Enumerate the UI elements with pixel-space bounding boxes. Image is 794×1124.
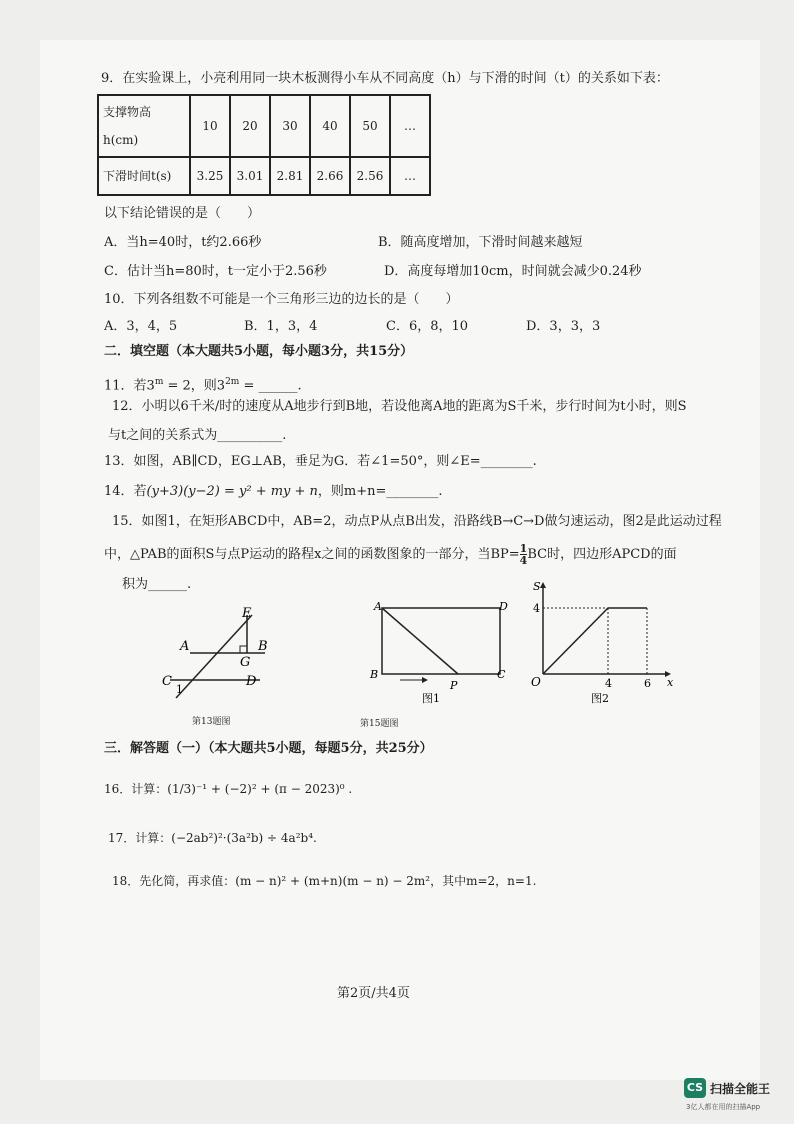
cell-h: 50: [350, 95, 390, 157]
cell-t: 3.25: [190, 157, 230, 195]
q15-line1: 15．如图1，在矩形ABCD中，AB=2，动点P从点B出发，沿路线B→C→D做匀速运动，图2是此运动过程: [112, 514, 722, 529]
label-b: B: [258, 639, 268, 654]
row-header-height: 支撑物高 h(cm): [98, 95, 190, 157]
label-c: C: [162, 674, 172, 689]
graph-rise: [543, 608, 608, 674]
cell-t: 3.01: [230, 157, 270, 195]
q11: 11．若$3^m = 2$，则$3^{2m}$ = ______.: [104, 377, 302, 394]
label-angle-1: 1: [176, 683, 183, 696]
q10-option-d: D．3，3，3: [526, 319, 601, 334]
cell-h: 20: [230, 95, 270, 157]
cell-t: 2.66: [310, 157, 350, 195]
motion-arrow-head: [422, 677, 428, 683]
q15-line2: 中，△PAB的面积S与点P运动的路程x之间的函数图象的一部分，当BP= $\frac{1}{4}$ BC时，四边形APCD的面: [104, 542, 677, 567]
brand-tagline: 3亿人都在用的扫描App: [686, 1103, 761, 1111]
y-label: S: [533, 580, 541, 593]
label-a: A: [180, 639, 190, 654]
section-3-heading: 三．解答题（一）（本大题共5小题，每题5分，共25分）: [104, 741, 433, 756]
q9-option-c: C．估计当h=80时，t一定小于2.56秒: [104, 264, 327, 279]
label-b: B: [370, 668, 379, 681]
label-c: C: [497, 668, 506, 681]
cell-h: 40: [310, 95, 350, 157]
q16: 16．计算：(1/3)⁻¹ + (−2)² + (π − 2023)⁰ .: [104, 782, 353, 796]
rect-abcd: [382, 608, 500, 674]
label-d: D: [499, 600, 508, 613]
cell-t: 2.56: [350, 157, 390, 195]
cell-h: 30: [270, 95, 310, 157]
q15-line3: 积为______.: [122, 577, 192, 592]
right-angle-mark: [240, 646, 247, 653]
q9-option-d: D．高度每增加10cm，时间就会减少0.24秒: [384, 264, 642, 279]
x-label: x: [667, 676, 674, 689]
cell-h: 10: [190, 95, 230, 157]
y-tick-4: 4: [533, 602, 540, 615]
label-g: G: [240, 655, 251, 670]
x-tick-4: 4: [605, 677, 612, 690]
segment-ap: [382, 608, 458, 674]
figure-15-graph: [525, 578, 675, 703]
x-tick-6: 6: [644, 677, 651, 690]
q9-option-a: A．当h=40时，t约2.66秒: [104, 235, 262, 250]
q13: 13．如图，AB∥CD，EG⊥AB，垂足为G．若∠1=50°，则∠E=________.: [104, 454, 537, 469]
q12-line2: 与t之间的关系式为__________.: [108, 428, 287, 443]
cell-h: …: [390, 95, 430, 157]
fig15-caption: 第15题图: [360, 719, 399, 729]
cell-t: 2.81: [270, 157, 310, 195]
fig1-name: 图1: [422, 692, 440, 705]
label-p: P: [450, 679, 458, 692]
q9-question: 以下结论错误的是（ ）: [104, 206, 261, 221]
figure-15-rectangle: [370, 598, 510, 708]
q9-option-b: B．随高度增加，下滑时间越来越短: [378, 235, 583, 250]
q9-stem: 9．在实验课上，小亮利用同一块木板测得小车从不同高度（h）与下滑的时间（t）的关系如下表：: [101, 71, 669, 86]
fig2-name: 图2: [591, 692, 609, 705]
q10-option-a: A．3，4，5: [104, 319, 178, 334]
y-axis-arrow: [540, 582, 546, 588]
section-2-heading: 二．填空题（本大题共5小题，每小题3分，共15分）: [104, 344, 414, 359]
cell-t: …: [390, 157, 430, 195]
q18: 18．先化简，再求值：(m − n)² + (m+n)(m − n) − 2m²，其中m=2，n=1.: [112, 874, 537, 888]
fig13-caption: 第13题图: [192, 717, 231, 727]
q12-line1: 12．小明以6千米/时的速度从A地步行到B地，若设他离A地的距离为S千米，步行时间为t小时，则S: [112, 399, 687, 414]
q14: 14．若(y+3)(y−2) = y² + my + n，则m+n=________.: [104, 484, 443, 499]
figure-13: [160, 600, 280, 705]
row-header-time: 下滑时间t(s): [98, 157, 190, 195]
q9-table: [97, 94, 431, 196]
origin-label: O: [531, 675, 541, 689]
q10-option-b: B．1，3，4: [244, 319, 318, 334]
q10-stem: 10．下列各组数不可能是一个三角形三边的边长的是（ ）: [104, 292, 459, 307]
camscanner-logo-icon: CS: [684, 1078, 706, 1098]
label-a: A: [374, 600, 382, 613]
brand-name: 扫描全能王: [710, 1082, 771, 1096]
q17: 17．计算：(−2ab²)²·(3a²b) ÷ 4a²b⁴.: [108, 831, 317, 845]
page-footer: 第2页/共4页: [337, 986, 410, 1001]
label-e: E: [242, 606, 252, 621]
label-d: D: [246, 674, 257, 689]
q10-option-c: C．6，8，10: [386, 319, 469, 334]
